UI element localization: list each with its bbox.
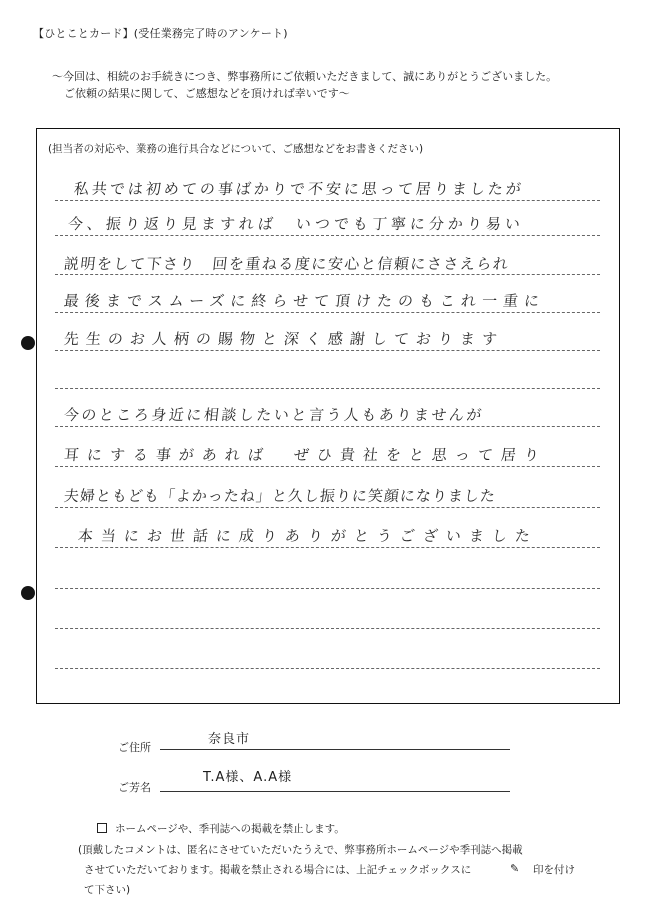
intro-line-2: ご依頼の結果に関して、ご感想などを頂ければ幸いです〜 (64, 87, 350, 100)
note-line-3: て下さい) (84, 884, 131, 896)
checkbox-label: ホームページや、季刊誌への掲載を禁止します。 (115, 823, 345, 835)
address-label: ご住所 (118, 741, 151, 754)
handwritten-line: 最後までスムーズに終らせて頂けたのもこれ一重に (63, 292, 546, 310)
note-line-1: (頂戴したコメントは、匿名にさせていただいたうえで、弊事務所ホームページや季刊誌へ掲載 (78, 844, 523, 856)
handwritten-line: 私共では初めての事ばかりで不安に思って居りましたが (73, 180, 525, 198)
punch-hole-top (21, 336, 35, 350)
card-title: 【ひとことカード】(受任業務完了時のアンケート) (33, 27, 288, 40)
punch-hole-bottom (21, 586, 35, 600)
writing-rule (55, 200, 600, 201)
comment-prompt: (担当者の対応や、業務の進行具合などについて、ご感想などをお書きください) (48, 143, 424, 155)
writing-rule (55, 588, 600, 589)
writing-rule (55, 628, 600, 629)
name-underline (160, 791, 510, 792)
note-line-2: させていただいております。掲載を禁止される場合には、上記チェックボックスに (84, 864, 472, 876)
name-value: T.A様、A.A様 (203, 770, 293, 785)
handwritten-line: 本当にお世話に成りありがとうございました (77, 527, 539, 545)
writing-rule (55, 547, 600, 548)
handwritten-line: 今のところ身近に相談したいと言う人もありませんが (63, 406, 485, 424)
writing-rule (55, 466, 600, 467)
pen-check-icon: ✎ (510, 862, 520, 875)
writing-rule (55, 235, 600, 236)
writing-rule (55, 668, 600, 669)
writing-rule (55, 274, 600, 275)
name-label: ご芳名 (118, 781, 151, 794)
handwritten-line: 夫婦ともども「よかったね」と久し振りに笑顔になりました (63, 487, 497, 505)
writing-rule (55, 312, 600, 313)
intro-line-1: 〜今回は、相続のお手続きにつき、弊事務所にご依頼いただきまして、誠にありがとうございました。 (52, 70, 558, 83)
handwritten-line: 耳にする事があれば ぜひ貴社をと思って居り (63, 446, 548, 464)
note-line-2-tail: 印を付け (533, 864, 575, 876)
handwritten-line: 先生のお人柄の賜物と深く感謝しております (63, 330, 505, 348)
writing-rule (55, 350, 600, 351)
address-underline (160, 749, 510, 750)
writing-rule (55, 388, 600, 389)
handwritten-line: 説明をして下さり 回を重ねる度に安心と信頼にささえられ (63, 255, 511, 273)
writing-rule (55, 426, 600, 427)
handwritten-line: 今、振り返り見ますれば いつでも丁寧に分かり易い (67, 215, 525, 233)
address-value: 奈良市 (208, 732, 251, 747)
publication-opt-out-checkbox[interactable] (97, 823, 107, 833)
writing-rule (55, 507, 600, 508)
